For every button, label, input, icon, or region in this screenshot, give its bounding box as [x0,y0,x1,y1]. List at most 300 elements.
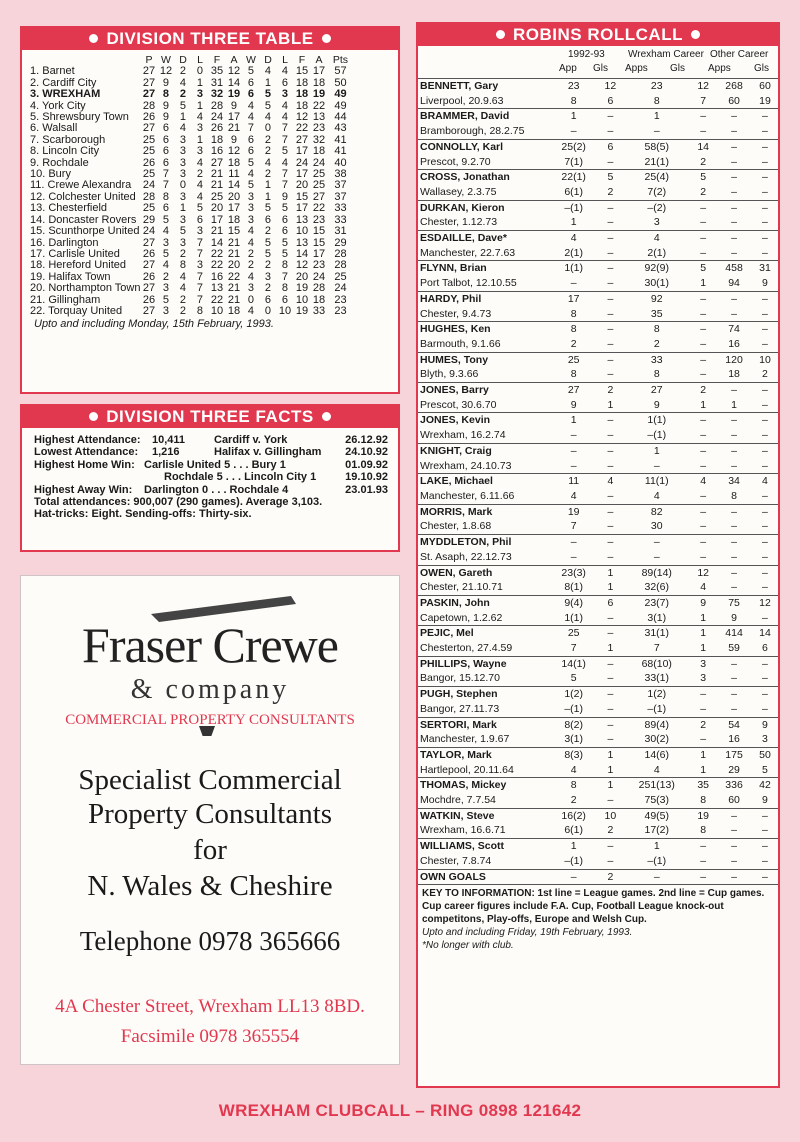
player-birthplace: Capetown, 1.2.62 [420,611,503,624]
player-birthplace: Bangor, 27.11.73 [420,702,500,715]
facts-title: DIVISION THREE FACTS [106,407,314,426]
stat-cell: – [607,155,614,168]
stat-cell: 59 [728,642,740,655]
stat-cell: –(1) [647,429,667,442]
stat-cell: 25 [142,133,156,146]
stat-cell: 5 [281,236,289,249]
stat-cell: 41 [334,133,347,146]
stat-cell: 8 [162,190,170,203]
ad-line-4: N. Wales & Cheshire [87,870,333,902]
player-name: ESDAILLE, Dave* [418,231,550,246]
player-row-league [418,504,778,519]
stat-cell: 32(6) [644,581,670,594]
stat-cell: 6 [162,145,170,158]
stat-cell: 28 [312,282,326,295]
stat-cell: 8 [196,304,204,317]
stat-cell: 8 [700,794,707,807]
stat-cell: 4 [247,270,255,283]
league-column-header: F [213,54,221,66]
player-row-league [418,626,778,641]
stat-cell: 27 [623,383,690,398]
stat-cell: – [752,535,778,550]
stat-cell: – [752,231,778,246]
stat-cell: 1 [570,216,577,229]
group-header-season: 1992-93 [568,49,605,60]
stat-cell: 2 [264,282,272,295]
col-header-apps: Apps [625,63,648,74]
stat-cell: – [731,459,737,472]
stat-cell: 0 [264,304,272,317]
stat-cell: 1 [597,778,623,793]
team-name: 19. Halifax Town [30,270,111,283]
stat-cell: 9 [731,611,737,624]
player-row-league [418,291,778,306]
league-column-header: F [298,54,306,66]
stat-cell: – [700,550,707,563]
player-name: PASKIN, John [418,595,550,610]
stat-cell: 0 [247,293,255,306]
stat-cell: 2 [607,185,614,198]
stat-cell: – [607,702,614,715]
player-name: BRAMMER, David [418,109,550,124]
stat-cell: 9 [653,398,660,411]
stat-cell: 5 [264,236,272,249]
player-row-cup [418,276,778,291]
stat-cell: 26 [142,111,156,124]
stat-cell: 4 [281,156,289,169]
stat-cell: – [597,626,623,641]
stat-cell: 7 [162,168,170,181]
stat-cell: 3 [179,156,187,169]
stat-cell: 7 [653,642,660,655]
stat-cell: 8 [653,368,660,381]
player-row-league [418,231,778,246]
group-header-other-career: Other Career [710,49,769,60]
col-header-gls: Gls [670,63,685,74]
stat-cell: 8 [570,94,577,107]
ad-facsimile: Facsimile 0978 365554 [120,1026,300,1047]
team-name: 3. WREXHAM [30,88,101,101]
stat-cell: 13 [312,111,326,124]
stat-cell: – [700,246,707,259]
rollcall-header [418,24,778,46]
stat-cell: – [700,489,707,502]
stat-cell: 2 [179,88,187,101]
player-birthplace: Chester, 1.12.73 [420,216,498,229]
stat-cell: 2(1) [647,246,667,259]
stat-cell: 25 [142,168,156,181]
stat-cell: 12 [227,145,241,158]
player-birthplace: Liverpool, 20.9.63 [420,94,504,107]
team-name: 2. Cardiff City [30,76,97,89]
player-name: WILLIAMS, Scott [418,839,550,854]
stat-cell: – [716,413,752,428]
stat-cell: 7 [196,282,204,295]
player-birthplace: Manchester, 22.7.63 [420,246,516,259]
stat-cell: 12 [752,595,778,610]
player-row-league [418,717,778,732]
stat-cell: – [716,565,752,580]
stat-cell: – [716,535,752,550]
stat-cell: – [752,443,778,458]
stat-cell: 1 [623,443,690,458]
fact-label: Highest Attendance: [34,434,141,446]
stat-cell: 25 [312,179,326,192]
stat-cell: 18 [728,368,740,381]
stat-cell: 4 [281,65,289,78]
stat-cell: – [597,443,623,458]
stat-cell: 33 [334,202,347,215]
stat-cell: 2 [179,293,187,306]
stat-cell: 2 [162,270,170,283]
player-row-league [418,747,778,762]
stat-cell: 6 [247,76,255,89]
player-row-cup [418,732,778,747]
stat-cell: 20 [227,190,241,203]
stat-cell: 9 [752,717,778,732]
stat-cell: 29 [142,213,156,226]
stat-cell: 22 [210,259,224,272]
ad-line-1: Specialist Commercial [78,764,342,796]
team-name: 16. Darlington [30,236,99,249]
stat-cell: – [607,459,614,472]
stat-cell: 33 [334,213,347,226]
stat-cell: – [597,231,623,246]
stat-cell: 23 [550,79,597,94]
fact-row [34,471,388,483]
stat-cell: 22 [227,270,241,283]
stat-cell: 7 [196,270,204,283]
stat-cell: 7 [700,94,707,107]
stat-cell: – [607,672,614,685]
stat-cell: 16 [728,337,740,350]
player-birthplace: Port Talbot, 12.10.55 [420,277,517,290]
stat-cell: – [752,139,778,154]
stat-cell: 16 [210,145,224,158]
player-name: TAYLOR, Mark [418,747,550,762]
stat-cell: – [597,322,623,337]
stat-cell: 12 [690,565,716,580]
stat-cell: 75(3) [644,794,670,807]
team-name: 22. Torquay United [30,304,123,317]
stat-cell: – [762,155,768,168]
stat-cell: 17 [227,111,241,124]
stat-cell: 1 [700,642,707,655]
stat-cell: 10 [295,293,309,306]
player-row-cup [418,550,778,565]
stat-cell: 3(1) [564,733,584,746]
team-name: 18. Hereford United [30,259,126,272]
table-row [30,226,353,237]
stat-cell: 175 [716,747,752,762]
stat-cell: – [597,109,623,124]
rollcall-key [418,885,778,952]
league-column-header: D [179,54,187,66]
col-header-gls: Gls [593,63,608,74]
stat-cell: 23(3) [550,565,597,580]
stat-cell: 26 [142,247,156,260]
stat-cell: – [716,687,752,702]
fact-match: Cardiff v. York [214,434,288,446]
stat-cell: – [597,687,623,702]
stat-cell: 21 [227,122,241,135]
player-row-cup [418,641,778,656]
stat-cell: 3 [179,133,187,146]
stat-cell: 32 [210,88,224,101]
stat-cell: 1(2) [550,687,597,702]
stat-cell: 26 [142,270,156,283]
stat-cell: 27 [142,259,156,272]
player-name: MORRIS, Mark [418,504,550,519]
stat-cell: – [731,824,737,837]
player-row-league [418,200,778,215]
stat-cell: – [716,869,752,885]
stat-cell: 5 [247,179,255,192]
stat-cell: 22 [295,122,309,135]
stat-cell: 13 [210,282,224,295]
stat-cell: 9 [281,190,289,203]
stat-cell: 5 [247,156,255,169]
stat-cell: 5 [281,145,289,158]
stat-cell: 15 [295,190,309,203]
stat-cell: 4 [623,231,690,246]
player-row-league [418,656,778,671]
stat-cell: 458 [716,261,752,276]
stat-cell: 17 [227,202,241,215]
bullet-icon [322,412,331,421]
stat-cell: 33 [312,304,326,317]
stat-cell: 18 [210,133,224,146]
stat-cell: 1 [550,109,597,124]
stat-cell: – [762,337,768,350]
league-table-note: Upto and including Monday, 15th February, 1993. [34,318,274,331]
stat-cell: 4 [247,168,255,181]
stat-cell: – [597,656,623,671]
player-name: HARDY, Phil [418,291,550,306]
col-header-apps: Apps [708,63,731,74]
stat-cell: 5 [162,247,170,260]
stat-cell: 2 [762,368,768,381]
stat-cell: – [716,109,752,124]
stat-cell: – [700,459,707,472]
stat-cell: 30 [650,520,663,533]
stat-cell: 9 [162,99,170,112]
facts-header [22,406,398,428]
stat-cell: 10 [210,304,224,317]
stat-cell: – [690,504,716,519]
stat-cell: 4 [179,76,187,89]
stat-cell: – [716,443,752,458]
stat-cell: 2 [196,168,204,181]
player-birthplace: Mochdre, 7.7.54 [420,794,496,807]
stat-cell: 7 [247,122,255,135]
player-row-cup [418,702,778,717]
stat-cell: – [607,125,614,138]
stat-cell: 3(1) [647,611,667,624]
stat-cell: 268 [716,79,752,94]
stat-cell: 1 [607,581,614,594]
stat-cell: 23 [334,293,347,306]
stat-cell: – [607,520,614,533]
fact-match: Carlisle United 5 . . . Bury 1 [144,458,286,471]
stat-cell: 16 [728,733,740,746]
stat-cell: 1 [179,202,187,215]
stat-cell: – [752,109,778,124]
stat-cell: 1 [264,190,272,203]
player-row-cup [418,307,778,322]
stat-cell: – [762,429,768,442]
player-row-cup [418,428,778,443]
stat-cell: 25 [312,168,326,181]
stat-cell: 18 [227,213,241,226]
player-name: PEJIC, Mel [418,626,550,641]
stat-cell: 2 [570,794,577,807]
player-birthplace: Wallasey, 2.3.75 [420,185,497,198]
stat-cell: 7 [570,520,577,533]
stat-cell: – [690,413,716,428]
stat-cell: 27 [142,282,156,295]
player-row-cup [418,489,778,504]
stat-cell: 21(1) [644,155,670,168]
stat-cell: 31 [334,225,347,238]
fact-value: 10,411 [152,434,186,446]
stat-cell: 37 [334,179,347,192]
stat-cell: 2(1) [564,246,584,259]
stat-cell: 5 [264,88,272,101]
stat-cell: 20 [227,259,241,272]
stat-cell: – [607,429,614,442]
team-name: 13. Chesterfield [30,202,108,215]
stat-cell: 12 [295,259,309,272]
stat-cell: 17 [295,202,309,215]
stat-cell: – [762,459,768,472]
stat-cell: 6(1) [564,824,584,837]
fact-date: 24.10.92 [345,446,388,459]
stat-cell: 4 [196,179,204,192]
stat-cell: 19 [295,282,309,295]
stat-cell: 4 [162,259,170,272]
stat-cell: – [762,216,768,229]
stat-cell: 11 [228,168,240,181]
stat-cell: – [716,139,752,154]
stat-cell: 2 [264,133,272,146]
stat-cell: 92 [623,291,690,306]
team-name: 7. Scarborough [30,133,106,146]
key-no-longer-note: *No longer with club. [422,940,514,952]
stat-cell: 27 [142,304,156,317]
stat-cell: 3 [690,656,716,671]
stat-cell: – [607,794,614,807]
stat-cell: 15 [312,225,326,238]
stat-cell: – [716,808,752,823]
bullet-icon [322,34,331,43]
stat-cell: 24 [295,156,309,169]
player-row-league [418,595,778,610]
stat-cell: 3 [247,202,255,215]
stat-cell: 60 [752,79,778,94]
team-name: 17. Carlisle United [30,247,120,260]
stat-cell: 26 [142,156,156,169]
player-birthplace: Chester, 1.8.68 [420,520,492,533]
stat-cell: – [731,307,737,320]
player-birthplace: Chesterton, 27.4.59 [420,642,513,655]
stat-cell: – [752,565,778,580]
stat-cell: – [716,231,752,246]
stat-cell: 18 [295,76,309,89]
stat-cell: 68(10) [623,656,690,671]
stat-cell: 3 [196,145,204,158]
stat-cell: 22(1) [550,170,597,185]
table-row [30,203,353,214]
stat-cell: 0 [196,65,204,78]
stat-cell: 336 [716,778,752,793]
stat-cell: – [731,155,737,168]
stat-cell: 7 [281,270,289,283]
player-row-league [418,443,778,458]
stat-cell: 10 [597,808,623,823]
stat-cell: 6 [264,293,272,306]
stat-cell: 21 [227,236,241,249]
player-row-league [418,474,778,489]
stat-cell: 1 [623,839,690,854]
stat-cell: 5 [179,99,187,112]
stat-cell: 7 [281,133,289,146]
stat-cell: 18 [227,156,241,169]
stat-cell: – [731,672,737,685]
player-row-cup [418,398,778,413]
stat-cell: 9 [162,111,170,124]
key-date-note: Upto and including Friday, 19th February, 1993. [422,927,633,939]
stat-cell: – [731,246,737,259]
stat-cell: – [690,687,716,702]
stat-cell: 3 [162,282,170,295]
stat-cell: 31 [210,76,224,89]
stat-cell: – [700,368,707,381]
stat-cell: – [607,733,614,746]
stat-cell: 19 [295,304,309,317]
stat-cell: 4 [264,111,272,124]
fact-row [34,459,388,471]
stat-cell: 8 [162,88,170,101]
stat-cell: –(1) [564,854,584,867]
player-row-cup [418,124,778,139]
league-column-header: Pts [332,54,349,66]
player-row-cup [418,519,778,534]
stat-cell: 6 [247,133,255,146]
stat-cell: 38 [334,168,347,181]
stat-cell: – [653,459,660,472]
stat-cell: 5 [196,202,204,215]
stat-cell: 17 [295,145,309,158]
stat-cell: 8 [281,259,289,272]
stat-cell: 4 [247,99,255,112]
player-row-league [418,170,778,185]
stat-cell: – [762,489,768,502]
stat-cell: – [550,443,597,458]
stat-cell: 27 [142,65,156,78]
stat-cell: 27 [142,88,156,101]
stat-cell: 27 [142,122,156,135]
player-row-league [418,687,778,702]
team-name: 21. Gillingham [30,293,101,306]
player-row-league [418,808,778,823]
stat-cell: 23 [312,259,326,272]
stat-cell: 23 [312,122,326,135]
stat-cell: – [731,550,737,563]
stat-cell: 7 [281,122,289,135]
stat-cell: 14 [227,76,241,89]
stat-cell: – [762,854,768,867]
